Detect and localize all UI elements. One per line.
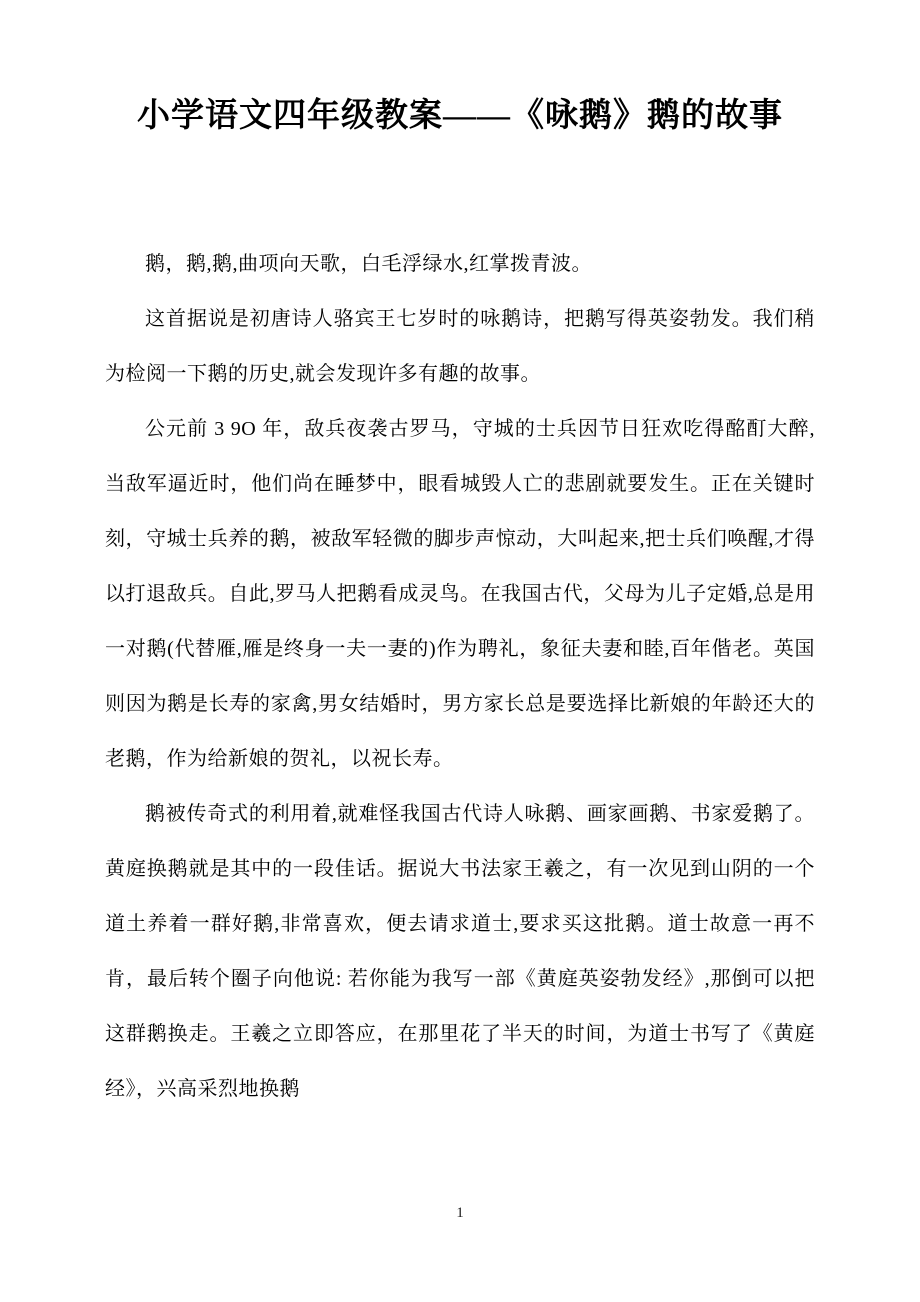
paragraph-intro: 这首据说是初唐诗人骆宾王七岁时的咏鹅诗，把鹅写得英姿勃发。我们稍为检阅一下鹅的历史,就会发现许多有趣的故事。 (105, 308, 815, 385)
paragraph-poem: 鹅，鹅,鹅,曲项向天歌，白毛浮绿水,红掌拨青波。 (145, 253, 592, 275)
document-title: 小学语文四年级教案——《咏鹅》鹅的故事 (137, 98, 783, 134)
paragraph-goose-legend: 鹅被传奇式的利用着,就难怪我国古代诗人咏鹅、画家画鹅、书家爱鹅了。黄庭换鹅就是其中的一段佳话。据说大书法家王羲之，有一次见到山阴的一个道土养着一群好鹅,非常喜欢，便去请求道士,要求买这批鹅。道士故意一再不肯，最后转个圈子向他说: 若你能为我写一部《黄庭英姿勃发经》,那倒可以把这群鹅换走。王羲之立即答应，在那里花了半天的时间，为道士书写了《黄庭经》，兴高采烈地换鹅 (105, 803, 815, 1100)
page-number: 1 (456, 1205, 464, 1221)
document-body (105, 237, 815, 1117)
paragraph-goose-history: 公元前 3 9O 年，敌兵夜袭古罗马，守城的士兵因节日狂欢吃得酩酊大醉,当敌军逼近时，他们尚在睡梦中，眼看城毁人亡的悲剧就要发生。正在关键时刻，守城士兵养的鹅，被敌军轻微的脚步声惊动，大叫起来,把士兵们唤醒,才得以打退敌兵。自此,罗马人把鹅看成灵鸟。在我国古代，父母为儿子定婚,总是用一对鹅(代替雁,雁是终身一夫一妻的)作为聘礼，象征夫妻和睦,百年偕老。英国则因为鹅是长寿的家禽,男女结婚时，男方家长总是要选择比新娘的年龄还大的老鹅，作为给新娘的贺礼，以祝长寿。 (105, 418, 815, 770)
